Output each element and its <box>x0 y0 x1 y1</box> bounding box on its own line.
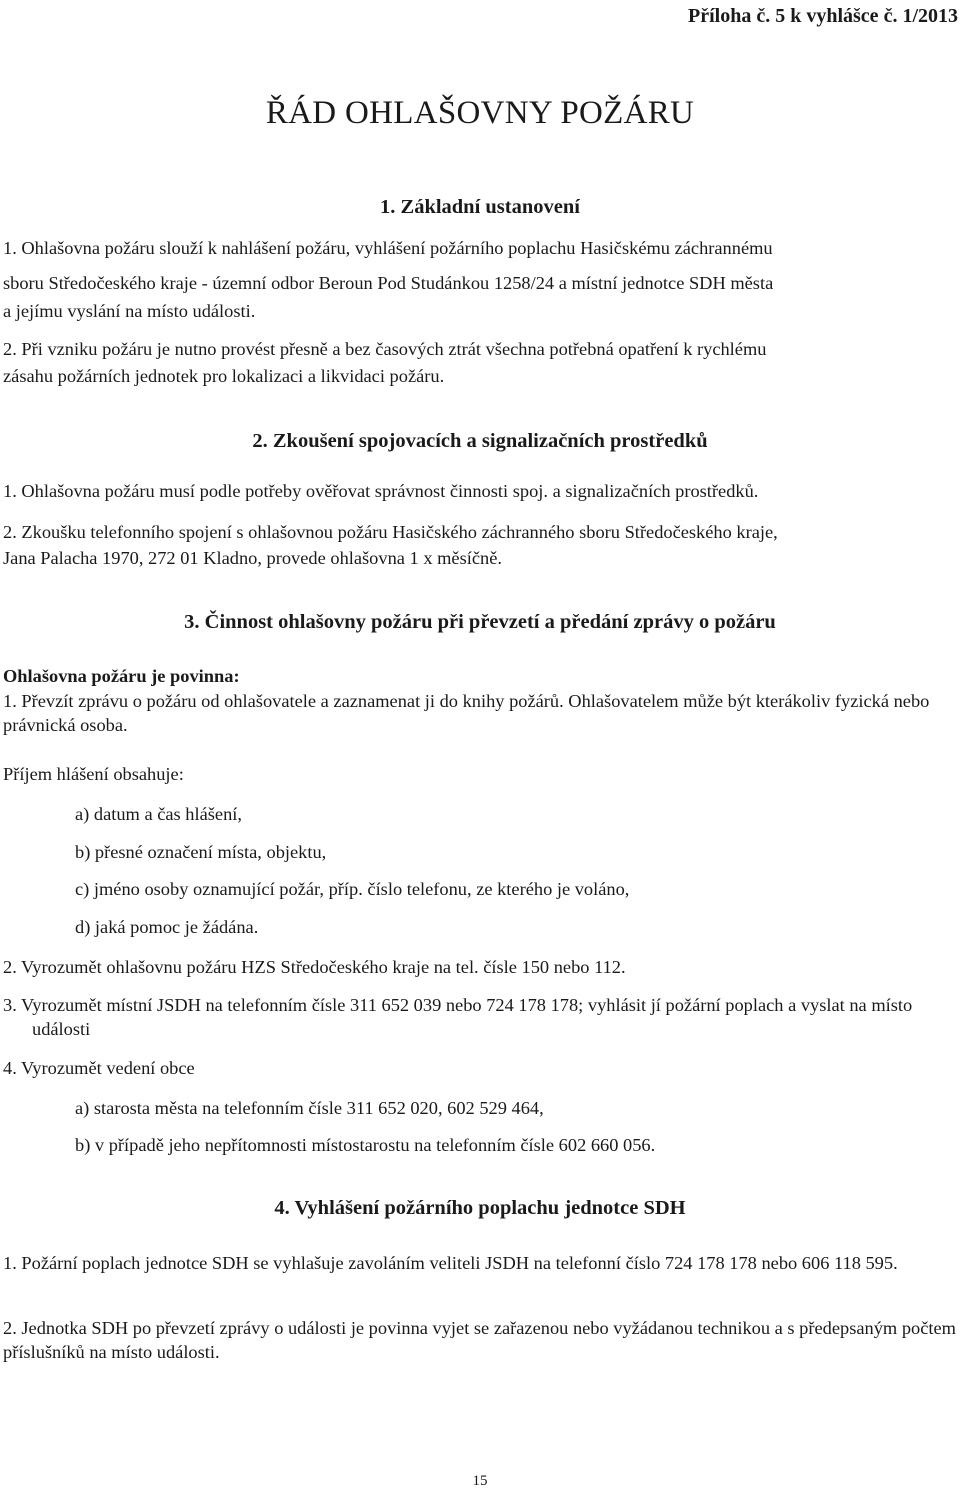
document-title: ŘÁD OHLAŠOVNY POŽÁRU <box>265 95 695 131</box>
intake-label: Příjem hlášení obsahuje: <box>3 764 184 784</box>
section-1-paragraph-1-line-1: 1. Ohlašovna požáru slouží k nahlášení požáru, vyhlášení požárního poplachu Hasičskému záchrannému <box>3 238 773 258</box>
section-2-paragraph-2-line-2: Jana Palacha 1970, 272 01 Kladno, provede ohlašovna 1 x měsíčně. <box>3 548 502 568</box>
section-3-subheading: Ohlašovna požáru je povinna: <box>3 666 240 686</box>
intake-item-c: c) jméno osoby oznamující požár, příp. číslo telefonu, ze kterého je voláno, <box>75 879 630 899</box>
section-4-paragraph-2: 2. Jednotka SDH po převzetí zprávy o události je povinna vyjet se zařazenou nebo vyžádanou technikou a s předepsaným počtem příslušníků na místo události. <box>3 1318 956 1362</box>
section-2-paragraph-2-line-1: 2. Zkoušku telefonního spojení s ohlašovnou požáru Hasičského záchranného sboru Středočeského kraje, <box>3 522 778 542</box>
section-3-paragraph-2: 2. Vyrozumět ohlašovnu požáru HZS Středočeského kraje na tel. čísle 150 nebo 112. <box>3 957 626 977</box>
section-2-heading: 2. Zkoušení spojovacích a signalizačních prostředků <box>252 430 708 452</box>
section-4-heading: 4. Vyhlášení požárního poplachu jednotce SDH <box>274 1197 686 1219</box>
section-1-paragraph-2-line-2: zásahu požárních jednotek pro lokalizaci a likvidaci požáru. <box>3 366 445 386</box>
section-1-heading: 1. Základní ustanovení <box>380 196 580 218</box>
section-2-paragraph-1: 1. Ohlašovna požáru musí podle potřeby ověřovat správnost činnosti spoj. a signalizačních prostředků. <box>3 481 759 501</box>
section-4-paragraph-1: 1. Požární poplach jednotce SDH se vyhlašuje zavoláním veliteli JSDH na telefonní číslo 724 178 178 nebo 606 118 595. <box>3 1253 898 1273</box>
intake-item-b: b) přesné označení místa, objektu, <box>75 842 327 862</box>
section-3-paragraph-3: 3. Vyrozumět místní JSDH na telefonním čísle 311 652 039 nebo 724 178 178; vyhlásit jí požární poplach a vyslat na místo události <box>3 995 913 1039</box>
intake-item-a: a) datum a čas hlášení, <box>75 804 242 824</box>
intake-item-d: d) jaká pomoc je žádána. <box>75 917 259 937</box>
leadership-item-a: a) starosta města na telefonním čísle 311 652 020, 602 529 464, <box>75 1098 544 1118</box>
section-1-paragraph-1-line-2: sboru Středočeského kraje - územní odbor Beroun Pod Studánkou 1258/24 a místní jednotce SDH města <box>3 273 774 293</box>
annex-label: Příloha č. 5 k vyhlášce č. 1/2013 <box>688 5 958 27</box>
section-3-paragraph-1: 1. Převzít zprávu o požáru od ohlašovatele a zaznamenat ji do knihy požárů. Ohlašovatelem může být kterákoliv fyzická nebo právnická osoba. <box>3 691 930 735</box>
section-3-paragraph-4: 4. Vyrozumět vedení obce <box>3 1058 195 1078</box>
section-1-paragraph-1-line-3: a jejímu vyslání na místo události. <box>3 301 256 321</box>
section-1-paragraph-2-line-1: 2. Při vzniku požáru je nutno provést přesně a bez časových ztrát všechna potřebná opatření k rychlému <box>3 339 767 359</box>
leadership-item-b: b) v případě jeho nepřítomnosti místostarostu na telefonním čísle 602 660 056. <box>75 1135 656 1155</box>
section-3-heading: 3. Činnost ohlašovny požáru při převzetí a předání zprávy o požáru <box>184 611 776 633</box>
page-number: 15 <box>472 1473 488 1489</box>
